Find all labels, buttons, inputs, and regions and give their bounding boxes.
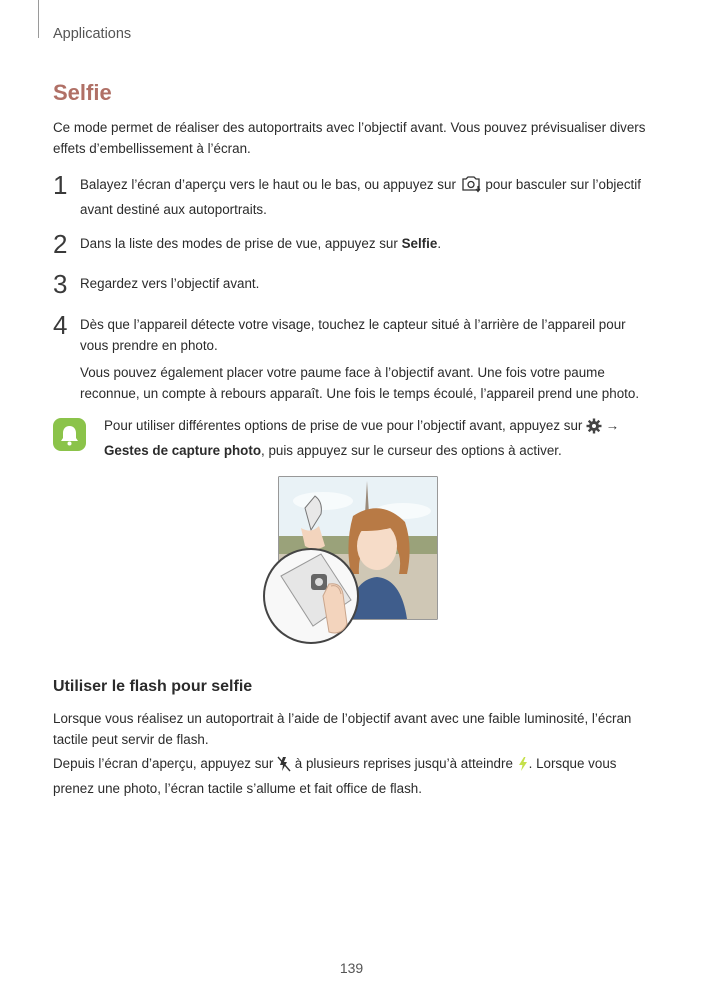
gear-icon [586, 418, 602, 440]
flash-section-title: Utiliser le flash pour selfie [53, 678, 253, 695]
step-number: 2 [53, 229, 68, 259]
step-text: Regardez vers l’objectif avant. [80, 276, 260, 291]
note-text-end: , puis appuyez sur le curseur des options à activer. [261, 443, 562, 458]
step-extra-text: Vous pouvez également placer votre paume face à l’objectif avant. Une fois votre paume reconnue, un compte à rebours apparaît. Une fois le temps écoulé, l’appareil prend une photo. [80, 365, 640, 401]
step-text-end: . [437, 236, 442, 251]
step-1 [53, 170, 653, 220]
bell-icon [53, 418, 86, 451]
section-title: Selfie [53, 80, 112, 105]
selfie-illustration [263, 476, 441, 646]
flash-text-middle: à plusieurs reprises jusqu’à atteindre [294, 756, 513, 771]
step-3 [53, 269, 653, 299]
step-text: Dans la liste des modes de prise de vue, appuyez sur [80, 236, 398, 251]
step-text: Balayez l’écran d’aperçu vers le haut ou le bas, ou appuyez sur [80, 177, 456, 192]
step-2 [53, 229, 653, 259]
step-text-end: pour basculer sur l’objectif avant destiné aux autoportraits. [80, 177, 641, 217]
flash-off-icon [277, 756, 291, 778]
step-number: 4 [53, 310, 68, 340]
step-number: 3 [53, 269, 68, 299]
flash-paragraph-2 [53, 753, 653, 799]
note-bold-text: Gestes de capture photo [104, 443, 261, 458]
arrow-icon: → [605, 418, 620, 433]
step-4 [53, 310, 653, 404]
note-text: Pour utiliser différentes options de prise de vue pour l’objectif avant, appuyez sur [104, 418, 583, 433]
header-section-label: Applications [53, 26, 132, 42]
flash-screen-icon [517, 756, 529, 778]
flash-text: Depuis l’écran d’aperçu, appuyez sur [53, 756, 274, 771]
switch-camera-icon [460, 175, 482, 199]
flash-paragraph-1: Lorsque vous réalisez un autoportrait à l’aide de l’objectif avant avec une faible luminosité, l’écran tactile peut servir de flash. [53, 711, 632, 747]
intro-paragraph: Ce mode permet de réaliser des autoportraits avec l’objectif avant. Vous pouvez prévisualiser divers effets d’embellissement à l’écran. [53, 120, 646, 156]
margin-rule [38, 0, 39, 38]
page-number: 139 [339, 960, 364, 976]
selfie-mode-label: Selfie [401, 236, 438, 251]
flash-text-end: . Lorsque vous prenez une photo, l’écran tactile s’allume et fait office de flash. [53, 756, 617, 796]
note-box [53, 415, 653, 461]
step-text: Dès que l’appareil détecte votre visage, touchez le capteur situé à l’arrière de l’appareil pour vous prendre en photo. [80, 317, 626, 353]
step-number: 1 [53, 170, 68, 200]
